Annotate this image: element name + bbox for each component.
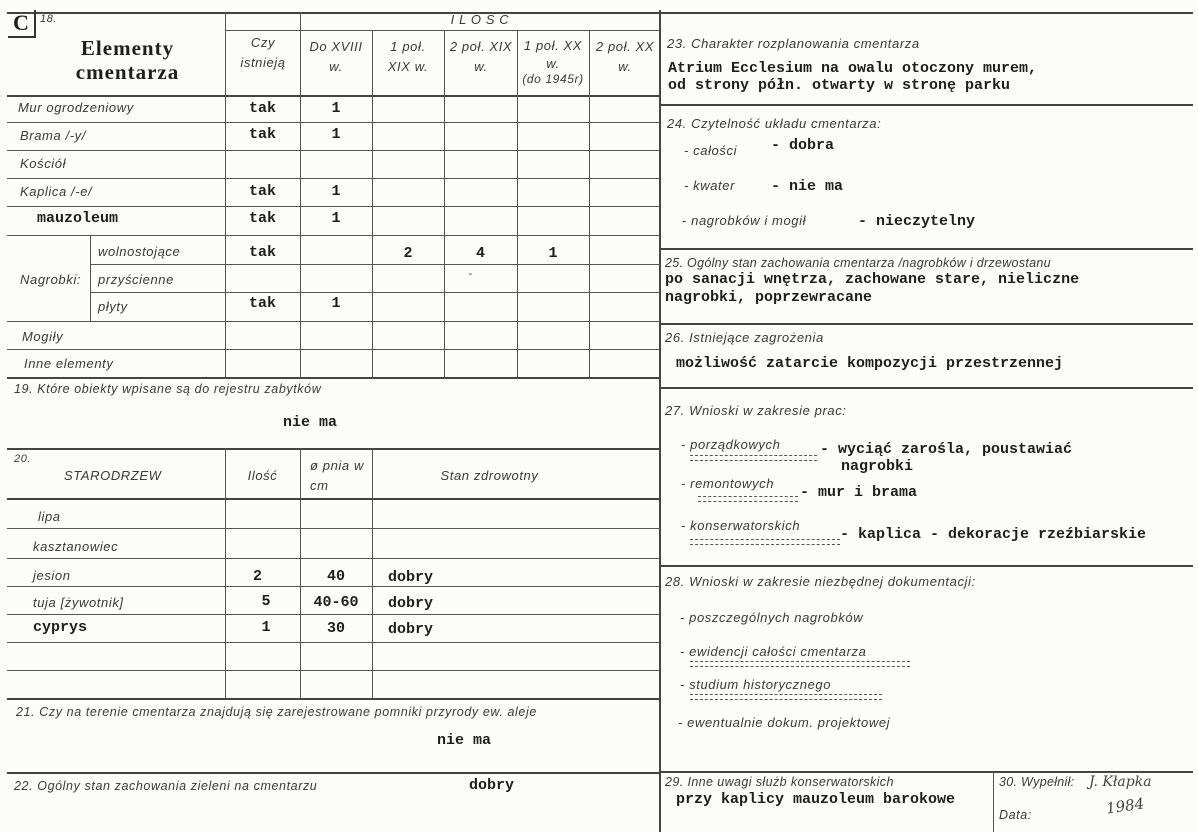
- section-title: [40, 36, 215, 84]
- q28-item-3: - studium historycznego: [680, 677, 832, 692]
- header-1pol-xx: 1 poł. XX w.: [523, 38, 583, 71]
- q28-item-2: - ewidencji całości cmentarza: [680, 644, 867, 659]
- q28-item-4: - ewentualnie dokum. projektowej: [678, 715, 891, 730]
- q20-row-stan: dobry: [388, 595, 434, 612]
- q24-label: 24. Czytelność układu cmentarza:: [667, 116, 882, 131]
- row-brama-label: Brama /-y/: [20, 128, 86, 143]
- q23-line-1: Atrium Ecclesium na owalu otoczony murem,: [668, 60, 1038, 77]
- double-underline: [690, 539, 840, 545]
- q26-label: 26. Istniejące zagrożenia: [665, 330, 824, 345]
- row-wolnostojace-1pol-xix: 2: [403, 245, 413, 262]
- row-przyscienne-mark: -: [468, 268, 473, 280]
- q28-item-1: - poszczególnych nagrobków: [680, 610, 864, 625]
- title-line-1: Elementy: [80, 36, 175, 60]
- row-mur-label: Mur ogrodzeniowy: [18, 100, 134, 115]
- header-do-xviii: Do XVIII w.: [309, 39, 363, 74]
- row-plyty-exists: tak: [248, 295, 276, 312]
- q19-label: 19. Które obiekty wpisane są do rejestru zabytków: [14, 382, 322, 396]
- q21-label: 21. Czy na terenie cmentarza znajdują się zarejestrowane pomniki przyrody ew. aleje: [16, 705, 537, 719]
- q22-answer: dobry: [469, 777, 515, 794]
- q25-line-2: nagrobki, poprzewracane: [665, 289, 873, 306]
- q27-porzadkowych-label: - porządkowych: [681, 437, 781, 452]
- q27-remontowych-value: - mur i brama: [800, 484, 918, 501]
- row-brama-do-xviii: 1: [331, 126, 341, 143]
- q24-nagrobkow-value: - nieczytelny: [858, 213, 976, 230]
- row-mauzoleum-exists: tak: [248, 210, 276, 227]
- q20-row-pien: 30: [326, 620, 345, 637]
- row-wolnostojace-exists: tak: [248, 244, 276, 261]
- q30-label: 30. Wypełnił:: [999, 775, 1075, 789]
- q20-row-pien: 40: [326, 568, 345, 585]
- q27-remontowych-label: - remontowych: [681, 476, 775, 491]
- q30-date-value: 1984: [1104, 794, 1146, 818]
- row-plyty-do-xviii: 1: [331, 295, 341, 312]
- row-mur-exists: tak: [248, 100, 276, 117]
- q24-calosci-label: - całości: [684, 143, 738, 158]
- row-mauzoleum-do-xviii: 1: [331, 210, 341, 227]
- q23-line-2: od strony półn. otwarty w stronę parku: [668, 77, 1011, 94]
- row-kaplica-label: Kaplica /-e/: [20, 184, 93, 199]
- row-wolnostojace-2pol-xix: 4: [475, 245, 485, 262]
- header-2pol-xx: 2 poł. XX w.: [595, 39, 655, 74]
- double-underline: [698, 496, 798, 502]
- q20-row-name: tuja [żywotnik]: [33, 595, 124, 610]
- double-underline: [690, 455, 817, 461]
- header-ilosc: I L O S C: [450, 12, 510, 27]
- double-underline: [690, 694, 882, 700]
- q20-number: 20.: [14, 453, 32, 465]
- q20-row-stan: dobry: [388, 621, 434, 638]
- row-mur-do-xviii: 1: [331, 100, 341, 117]
- section-number: 18.: [40, 13, 58, 25]
- q20-row-name: lipa: [38, 509, 61, 524]
- title-line-2: cmentarza: [75, 60, 180, 84]
- header-1pol-xix: 1 poł. XIX w.: [387, 39, 429, 74]
- row-kaplica-exists: tak: [248, 183, 276, 200]
- q27-konserwatorskich-value: - kaplica - dekoracje rzeźbiarskie: [840, 526, 1147, 543]
- row-brama-exists: tak: [248, 126, 276, 143]
- q20-row-name: kasztanowiec: [33, 539, 119, 554]
- q20-header-pien: ø pnia w cm: [310, 458, 364, 493]
- q27-konserwatorskich-label: - konserwatorskich: [681, 518, 801, 533]
- q28-label: 28. Wnioski w zakresie niezbędnej dokumentacji:: [665, 574, 976, 589]
- row-mauzoleum-label: mauzoleum: [37, 210, 119, 227]
- q27-porzadkowych-line-1: - wyciąć zarośla, poustawiać: [820, 441, 1073, 458]
- q29-label: 29. Inne uwagi służb konserwatorskich: [665, 775, 894, 789]
- q25-line-1: po sanacji wnętrza, zachowane stare, nieliczne: [665, 271, 1080, 288]
- q20-row-name: jesion: [33, 568, 71, 583]
- header-2pol-xix: 2 poł. XIX w.: [449, 39, 513, 74]
- row-kosciol-label: Kościół: [20, 156, 67, 171]
- q27-label: 27. Wnioski w zakresie prac:: [665, 403, 847, 418]
- row-wolnostojace-label: wolnostojące: [98, 244, 181, 259]
- row-wolnostojace-1pol-xx: 1: [548, 245, 558, 262]
- nagrobki-label: Nagrobki:: [20, 272, 82, 287]
- q20-row-ilosc: 2: [252, 568, 262, 585]
- q21-answer: nie ma: [437, 732, 492, 749]
- q20-row-ilosc: 5: [261, 593, 271, 610]
- q26-answer: możliwość zatarcie kompozycji przestrzennej: [676, 355, 1064, 372]
- q30-date-label: Data:: [999, 808, 1032, 822]
- q20-header-ilosc: Ilość: [247, 468, 278, 483]
- q20-row-ilosc: 1: [261, 619, 271, 636]
- q20-row-pien: 40-60: [313, 594, 359, 611]
- row-przyscienne-label: przyścienne: [98, 272, 174, 287]
- q23-label: 23. Charakter rozplanowania cmentarza: [667, 36, 920, 51]
- row-mogily-label: Mogiły: [22, 329, 64, 344]
- q27-porzadkowych-line-2: nagrobki: [841, 458, 914, 475]
- header-czy-istnieja: Czy istnieją: [240, 35, 286, 70]
- q20-header-stan: Stan zdrowotny: [440, 468, 539, 483]
- row-inne-label: Inne elementy: [24, 356, 114, 371]
- section-badge: C: [8, 10, 36, 38]
- row-plyty-label: płyty: [98, 299, 128, 314]
- q25-label: 25. Ogólny stan zachowania cmentarza /nagrobków i drzewostanu: [665, 256, 1051, 270]
- q29-answer: przy kaplicy mauzoleum barokowe: [676, 791, 956, 808]
- header-1pol-xx-note: (do 1945r): [522, 72, 584, 86]
- q24-kwater-value: - nie ma: [771, 178, 844, 195]
- double-underline: [690, 661, 910, 667]
- q19-answer: nie ma: [283, 414, 338, 431]
- q22-label: 22. Ogólny stan zachowania zieleni na cmentarzu: [14, 779, 318, 793]
- q24-calosci-value: - dobra: [771, 137, 835, 154]
- q20-row-stan: dobry: [388, 569, 434, 586]
- row-kaplica-do-xviii: 1: [331, 183, 341, 200]
- q20-row-name: cyprys: [33, 619, 88, 636]
- q20-header-starodrzew: STARODRZEW: [64, 468, 162, 483]
- q30-signature: J. Kłapka: [1089, 774, 1152, 790]
- q24-kwater-label: - kwater: [684, 178, 736, 193]
- q24-nagrobkow-label: - nagrobków i mogił: [682, 213, 807, 228]
